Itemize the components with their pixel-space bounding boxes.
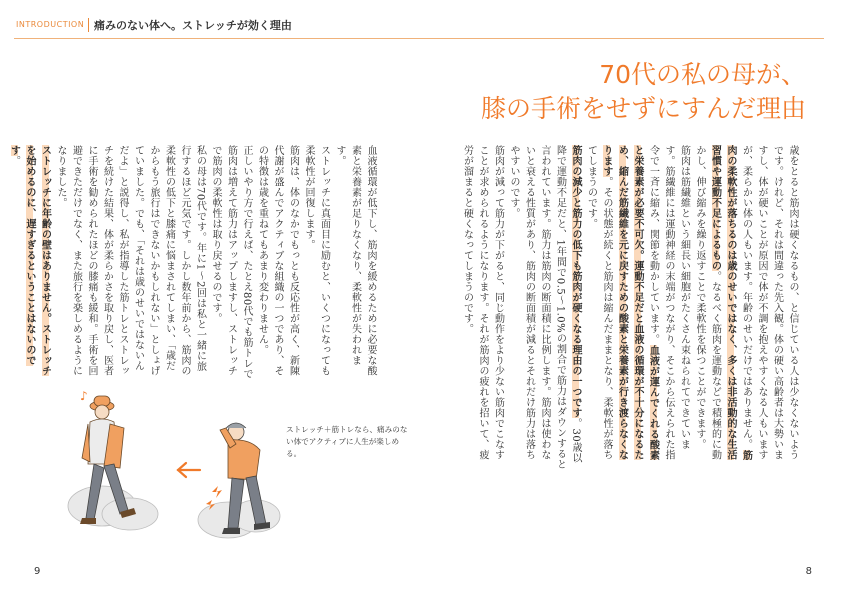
paragraph: 歳をとると筋肉は硬くなるもの、と信じている人は少なくないようです。けれど、それは間違った先入観。体の硬い高齢者は大勢いますし、体が硬いことが原因で体が不調を抱えやすくなる人もいますが、柔らかい体の人もいます。年齢のせいだけではありません。筋肉の柔軟性が落ちるのは歳のせいではなく、多くは非活動的な生活習慣や運動不足によるもの。なるべく筋肉を運動などで積極的に動かし、伸び縮みを繰り返すことで柔軟性を保つことができます。 — [694, 145, 798, 460]
highlight-text: 筋肉の柔軟性が落ちるのは歳のせいではなく、多くは非活動的な生活習慣や運動不足によるもの — [709, 145, 752, 460]
music-note-icon: ♪ — [80, 389, 88, 403]
paragraph: ストレッチに真面目に励むと、いくつになっても柔軟性が回復します。 — [303, 145, 330, 376]
paragraph: ストレッチに年齢の壁はありません。ストレッチを始めるのに、遅すぎるということはないのです。 — [8, 145, 51, 376]
paragraph: 私の母は70代です。年に1〜2回は私と一緒に旅行するほど元気です。しかし数年前から、筋肉の柔軟性の低下と膝痛に悩まされてしまい、「歳だからもう旅行はできないかもしれない」としょげていました。でも、「それは歳のせいではないんだよ」と説得し、私が指導した筋トレとストレッチを続けた結果、体が柔らかさを取り戻し、医者に手術を勧められたほどの膝痛も緩和。手術を回避できただけでなく、また旅行を楽しめるようになりました。 — [55, 145, 206, 376]
paragraph: 筋肉の減少と筋力の低下も筋肉が硬くなる理由の一つです。30歳以降で運動不足だと、1年間で0.5〜1.0%の割合で筋力はダウンすると言われています。筋力は筋肉の断面積に比例します。筋肉は使わないと衰える性質があり、筋肉の断面積が減るとそれだけ筋力は落ちやすいのです。 — [508, 145, 581, 470]
page-number-left: 9 — [34, 566, 41, 577]
header-divider — [88, 18, 89, 32]
paragraph: 筋肉が減って筋力が下がると、同じ動作をより少ない筋肉でこなすことが求められるようになります。それが筋肉の疲れを招いて、疲労が溜まると硬くなってしまうのです。 — [461, 145, 504, 460]
paragraph: 血液循環が低下し、筋肉を緩めるために必要な酸素と栄養素が足りなくなり、柔軟性が失われます。 — [334, 145, 376, 376]
headline — [481, 58, 806, 126]
paragraph: 筋肉は、体のなかでもっとも反応性が高く、新陳代謝が盛んでアクティブな組織の一つであり、その特徴は歳を重ねてもあまり変わりません。 — [256, 145, 299, 376]
running-header — [0, 12, 846, 40]
highlight-text: 血液が運んでくれる酸素と栄養素が必要不可欠。運動不足だと血液の循環が不十分になるため、縮んだ筋繊維を元に戻すための酸素と栄養素が行き渡らなくなります — [601, 145, 659, 460]
left-page-body — [8, 145, 378, 380]
illustration — [60, 388, 300, 558]
headline-line-1: 70代の私の母が、 — [599, 60, 806, 89]
section-title: 痛みのない体へ。ストレッチが効く理由 — [94, 19, 292, 32]
paragraph: 筋肉は筋繊維という細長い細胞がたくさん束ねられてできています。筋繊維には運動神経の末端がつながり、そこから伝えられた指令で一斉に縮み、関節を動かしています。血液が運んでくれる酸素と栄養素が必要不可欠。運動不足だと血液の循環が不十分になるため、縮んだ筋繊維を元に戻すための酸素と栄養素が行き渡らなくなります。その状態が続くと筋肉は縮んだままとなり、柔軟性が落ちてしまうのです。 — [585, 145, 690, 460]
right-page-body — [461, 145, 800, 470]
arrow-left-icon — [178, 463, 200, 477]
paragraph: 正しいやり方で行えば、たとえ80代でも筋トレで筋肉は増えて筋力はアップしますし、ストレッチで筋肉の柔軟性は取り戻せるのです。 — [210, 145, 252, 380]
page-number-right: 8 — [805, 566, 812, 577]
section-tag: INTRODUCTION — [16, 20, 85, 29]
illustration-caption: ストレッチ＋筋トレなら、痛みのない体でアクティブに人生が楽しめる。 — [286, 425, 408, 458]
header-rule — [14, 38, 824, 39]
headline-line-2: 膝の手術をせずにすんだ理由 — [480, 94, 806, 123]
highlight-text: 筋肉の減少と筋力の低下も筋肉が硬くなる理由の一つです — [570, 145, 581, 418]
highlight-text: ストレッチに年齢の壁はありません。ストレッチを始めるのに、遅すぎるということはないのです — [8, 145, 51, 376]
